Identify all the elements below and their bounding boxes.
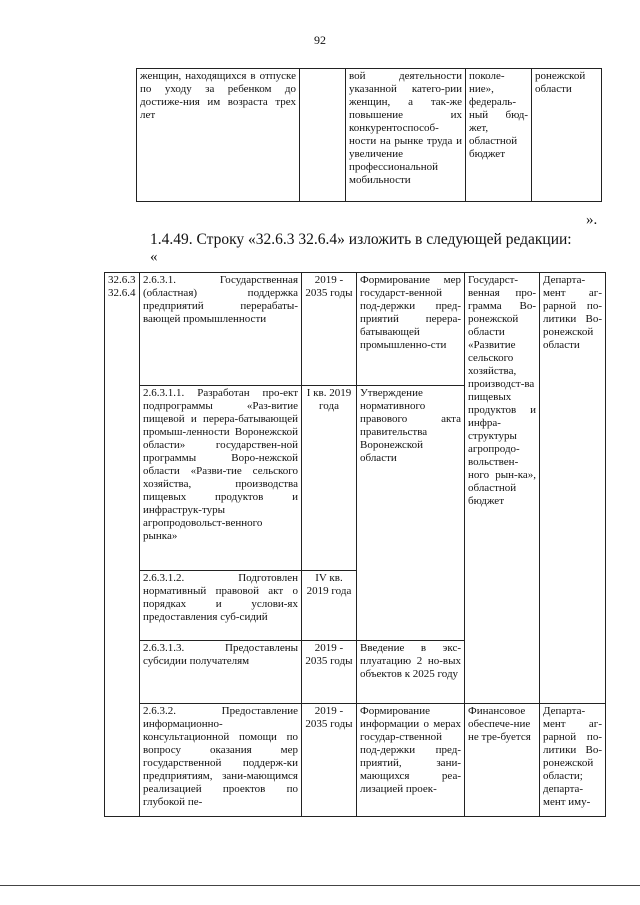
- cell-text: женщин, находящихся в отпуске по уходу за ребенком до достиже-ния им возраста трех лет: [137, 69, 300, 202]
- r5-text: 2.6.3.2. Предоставление информационно-консультационной помощи по вопросу оказания мер государственной поддерж-ки предприятиям, зани-мающимся реализацией проектов по глубокой пе-: [140, 704, 302, 817]
- r2-text: 2.6.3.1.1. Разработан про-ект подпрограммы «Раз-витие пищевой и перера-батывающей промыш-ленности Воронежской области» государствен-ной программы Воро-нежской области «Разви-тие сельского хозяйства, производства пищевых продуктов и инфраструк-туры агропродовольст-венного рынка»: [140, 386, 302, 571]
- r4-term: 2019 - 2035 годы: [302, 641, 357, 704]
- row-code: 32.6.3 32.6.4: [105, 273, 140, 817]
- page-number: 92: [314, 33, 326, 47]
- cell-executor: ронежской области: [532, 69, 602, 202]
- top-table: [136, 68, 602, 202]
- cell-term: [300, 69, 346, 202]
- opening-quote: «: [150, 249, 158, 265]
- main-table: [104, 272, 606, 817]
- r2-result: Утверждение нормативного правового акта правительства Воронежской области: [357, 386, 465, 641]
- cell-result: вой деятельности указанной катего-рии женщин, а так-же повышение их конкурентоспособ-ности на рынке труда и увеличение профессиональной мобильности: [346, 69, 466, 202]
- r1-funding: Государст-венная про-грамма Во-ронежской области «Развитие сельского хозяйства, производст-ва пищевых продуктов и инфра-структуры агропродо-вольствен-ного рын-ка», областной бюджет: [465, 273, 540, 704]
- r4-text: 2.6.3.1.3. Предоставлены субсидии получателям: [140, 641, 302, 704]
- r3-text: 2.6.3.1.2. Подготовлен нормативный правовой акт о порядках и услови-ях предоставления суб-сидий: [140, 571, 302, 641]
- r1-result: Формирование мер государст-венной под-держки пред-приятий перера-батывающей промышленно-сти: [357, 273, 465, 386]
- closing-quote: ».: [586, 212, 598, 228]
- r5-result: Формирование информации о мерах государ-ственной под-держки пред-приятий, зани-мающихся реа-лизацией проек-: [357, 704, 465, 817]
- cell-funding: поколе-ние», федераль-ный бюд-жет, областной бюджет: [466, 69, 532, 202]
- r3-term: IV кв. 2019 года: [302, 571, 357, 641]
- r5-funding: Финансовое обеспече-ние не тре-буется: [465, 704, 540, 817]
- r1-text: 2.6.3.1. Государственная (областная) поддержка предприятий перерабаты-вающей промышленности: [140, 273, 302, 386]
- r5-executor: Департа-мент аг-рарной по-литики Во-ронежской области; департа-мент иму-: [540, 704, 606, 817]
- r1-term: 2019 - 2035 годы: [302, 273, 357, 386]
- footer-rule: [0, 885, 640, 886]
- r5-term: 2019 - 2035 годы: [302, 704, 357, 817]
- r1-executor: Департа-мент аг-рарной по-литики Во-ронежской области: [540, 273, 606, 704]
- r2-term: I кв. 2019 года: [302, 386, 357, 571]
- instruction-text: 1.4.49. Строку «32.6.3 32.6.4» изложить в следующей редакции:: [150, 231, 572, 248]
- r4-result: Введение в экс-плуатацию 2 но-вых объектов к 2025 году: [357, 641, 465, 704]
